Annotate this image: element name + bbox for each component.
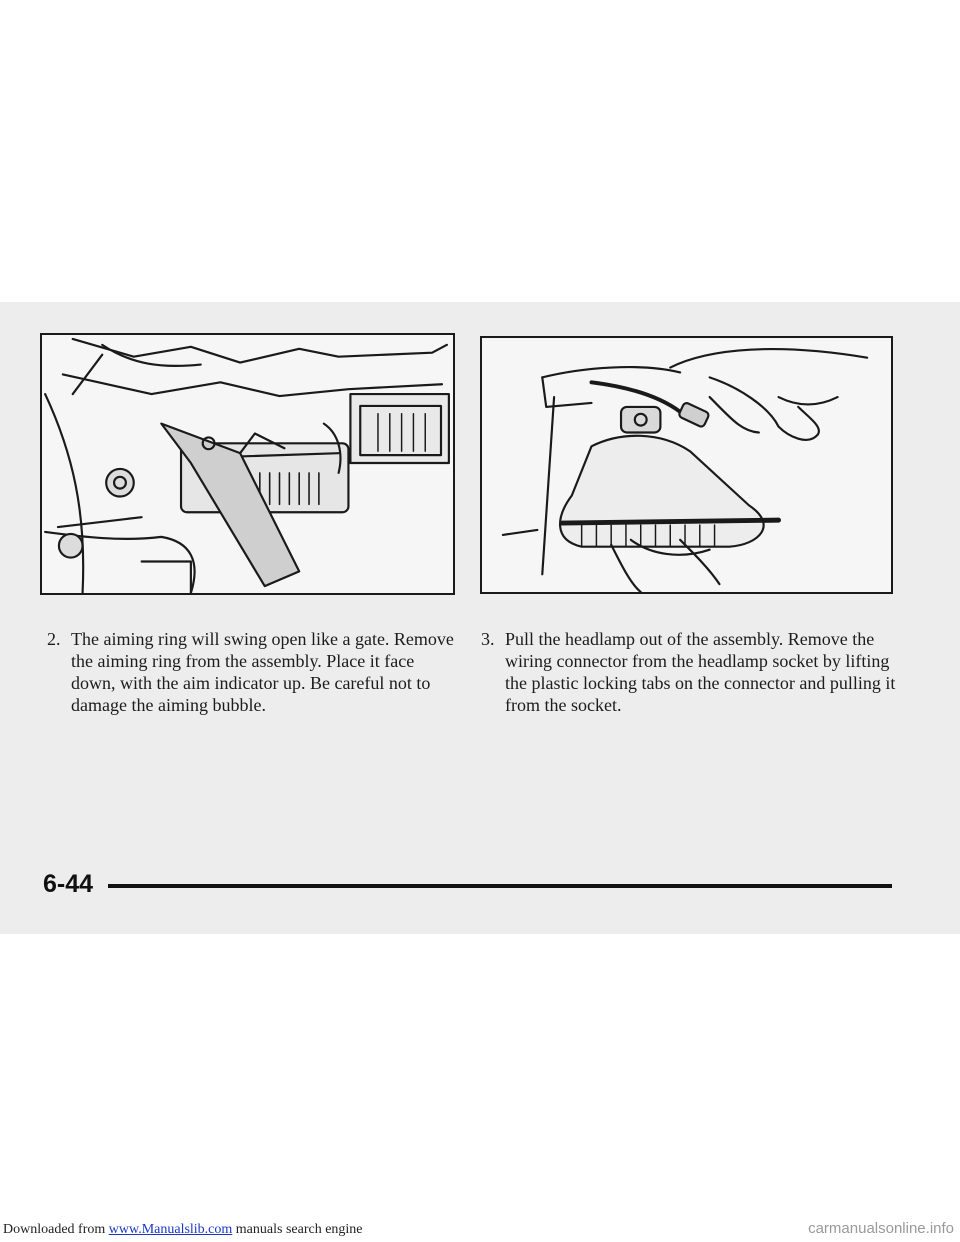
step-2-number: 2. [47,629,61,649]
download-suffix: manuals search engine [235,1222,363,1237]
download-prefix: Downloaded from [3,1222,106,1237]
step-3-number: 3. [481,629,495,649]
aiming-ring-illustration [40,333,455,595]
step-2 [47,628,457,716]
headlamp-connector-illustration [480,336,893,594]
page-number: 6-44 [43,870,94,898]
step-3 [481,628,896,716]
site-watermark: carmanualsonline.info [808,1220,954,1237]
headlamp-connector-drawing [482,338,891,592]
footer-rule [108,884,892,888]
download-credit [3,1222,363,1238]
step-2-text: The aiming ring will swing open like a gate. Remove the aiming ring from the assembly. Place it face down, with the aim indicator up. Be careful not to damage the aiming bubble. [71,629,454,715]
manualslib-link[interactable]: www.Manualslib.com [108,1222,233,1237]
step-3-text: Pull the headlamp out of the assembly. Remove the wiring connector from the headlamp socket by lifting the plastic locking tabs on the connector and pulling it from the socket. [505,629,896,715]
aiming-ring-drawing [42,335,453,593]
